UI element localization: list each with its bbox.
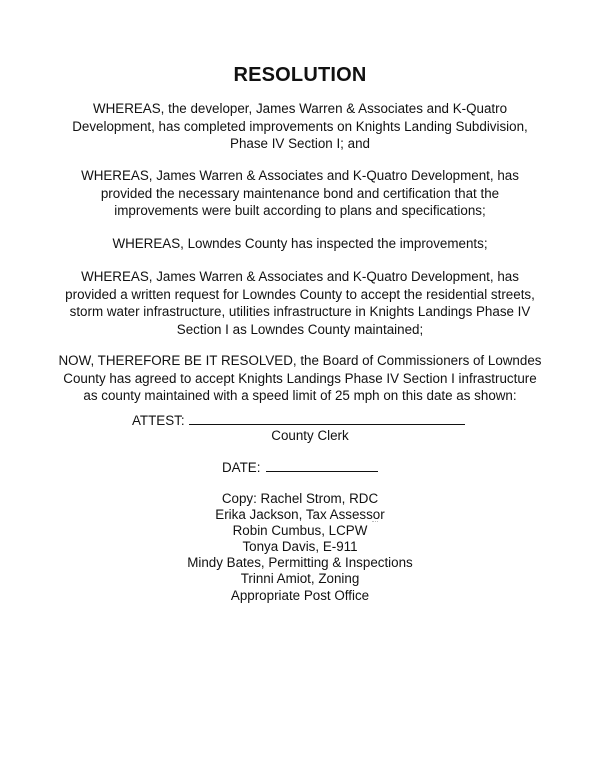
paragraph-line: as county maintained with a speed limit of 25 mph on this date as shown: [83, 388, 517, 403]
document-title: RESOLUTION [233, 64, 367, 86]
date-label: DATE: [222, 460, 261, 475]
paragraph-line: Phase IV Section I; and [230, 136, 370, 151]
county-clerk-label: County Clerk [271, 428, 349, 443]
paragraph-line: improvements were built according to plans and specifications; [114, 203, 486, 218]
paragraph-line: WHEREAS, Lowndes County has inspected the improvements; [112, 236, 488, 251]
paragraph-line: NOW, THEREFORE BE IT RESOLVED, the Board of Commissioners of Lowndes [58, 353, 542, 368]
whereas-paragraph-4 [40, 268, 560, 338]
paragraph-line: WHEREAS, James Warren & Associates and K-Quatro Development, has [81, 269, 519, 284]
attest-signature-block [132, 412, 465, 428]
whereas-paragraph-2 [40, 167, 560, 220]
copy-recipient: Trinni Amiot, Zoning [240, 571, 360, 587]
paragraph-line: provided the necessary maintenance bond and certification that the [100, 185, 500, 201]
copy-distribution-list [0, 491, 600, 604]
scan-speck [372, 521, 378, 524]
whereas-paragraph-1 [40, 100, 560, 153]
paragraph-line: provided a written request for Lowndes County to accept the residential streets, [65, 286, 535, 302]
whereas-paragraph-3 [40, 235, 560, 253]
copy-recipient: Tonya Davis, E-911 [242, 539, 358, 555]
date-block [222, 459, 378, 475]
resolved-paragraph [40, 352, 560, 405]
copy-recipient: Robin Cumbus, LCPW [232, 523, 368, 539]
paragraph-line: WHEREAS, the developer, James Warren & Associates and K-Quatro [92, 101, 508, 116]
paragraph-line: County has agreed to accept Knights Landings Phase IV Section I infrastructure [63, 370, 537, 386]
copy-recipient: Erika Jackson, Tax Assessor [215, 507, 385, 523]
copy-recipient: Mindy Bates, Permitting & Inspections [187, 555, 413, 571]
paragraph-line: WHEREAS, James Warren & Associates and K-Quatro Development, has [81, 168, 519, 183]
copy-recipient: Copy: Rachel Strom, RDC [221, 491, 379, 506]
attest-signature-line [189, 412, 465, 425]
paragraph-line: storm water infrastructure, utilities infrastructure in Knights Landings Phase IV [69, 304, 531, 319]
date-blank-line [266, 459, 378, 472]
paragraph-line: Section I as Lowndes County maintained; [176, 321, 424, 337]
attest-label: ATTEST: [132, 413, 185, 428]
paragraph-line: Development, has completed improvements on Knights Landing Subdivision, [72, 118, 528, 134]
copy-recipient: Appropriate Post Office [230, 587, 370, 603]
